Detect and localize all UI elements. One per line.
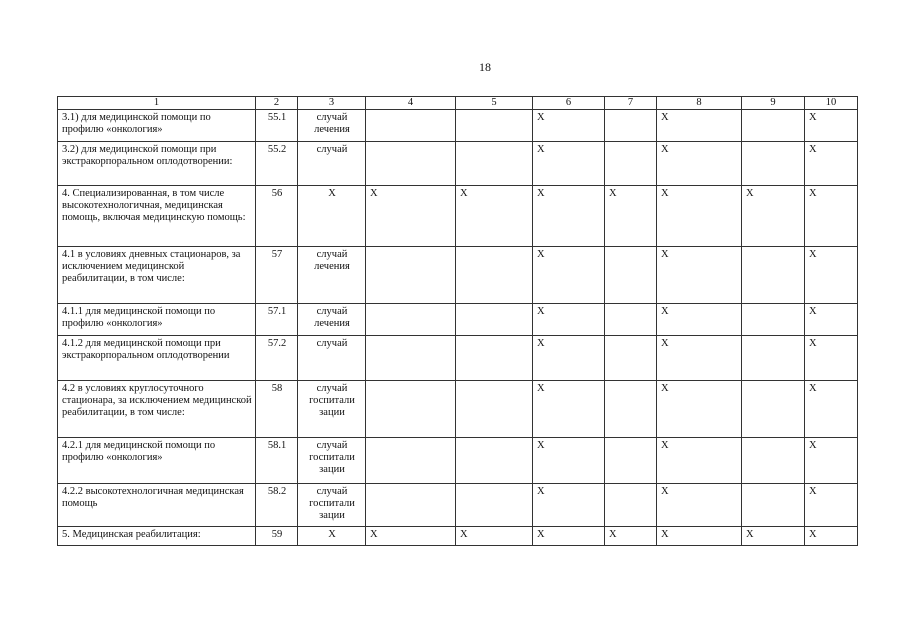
row-unit: случай лечения	[298, 247, 366, 304]
row-code: 57.2	[256, 336, 298, 381]
row-code: 59	[256, 527, 298, 546]
table-row	[58, 336, 858, 381]
cell-col-4	[366, 247, 456, 304]
column-header: 9	[742, 97, 805, 110]
row-unit: X	[298, 186, 366, 247]
cell-col-6: X	[533, 527, 605, 546]
cell-col-4	[366, 304, 456, 336]
row-name: 4.2.1 для медицинской помощи по профилю «онкология»	[58, 438, 256, 484]
cell-col-9	[742, 438, 805, 484]
cell-col-9	[742, 381, 805, 438]
column-header: 10	[805, 97, 858, 110]
cell-col-7	[605, 304, 657, 336]
cell-col-9	[742, 110, 805, 142]
cell-col-7	[605, 247, 657, 304]
row-name: 4.2.2 высокотехнологичная медицинская помощь	[58, 484, 256, 527]
page-number: 18	[479, 60, 491, 74]
column-header: 8	[657, 97, 742, 110]
cell-col-4: X	[366, 527, 456, 546]
cell-col-7: X	[605, 186, 657, 247]
data-table	[57, 96, 858, 546]
cell-col-4	[366, 381, 456, 438]
row-unit: случай лечения	[298, 110, 366, 142]
cell-col-8: X	[657, 186, 742, 247]
table-row	[58, 381, 858, 438]
cell-col-8: X	[657, 247, 742, 304]
cell-col-5: X	[456, 527, 533, 546]
cell-col-4	[366, 110, 456, 142]
row-unit: случай	[298, 336, 366, 381]
cell-col-10: X	[805, 186, 858, 247]
cell-col-5	[456, 142, 533, 186]
row-name: 4.1.1 для медицинской помощи по профилю «онкология»	[58, 304, 256, 336]
row-code: 57.1	[256, 304, 298, 336]
cell-col-5	[456, 381, 533, 438]
cell-col-8: X	[657, 527, 742, 546]
table-row	[58, 110, 858, 142]
row-code: 58.2	[256, 484, 298, 527]
cell-col-9: X	[742, 186, 805, 247]
cell-col-10: X	[805, 142, 858, 186]
cell-col-8: X	[657, 438, 742, 484]
row-unit: случай лечения	[298, 304, 366, 336]
cell-col-10: X	[805, 304, 858, 336]
cell-col-5	[456, 484, 533, 527]
cell-col-8: X	[657, 142, 742, 186]
cell-col-10: X	[805, 110, 858, 142]
cell-col-5	[456, 304, 533, 336]
cell-col-7	[605, 110, 657, 142]
table-row	[58, 484, 858, 527]
row-name: 4.1.2 для медицинской помощи при экстракорпоральном оплодотворении	[58, 336, 256, 381]
cell-col-9	[742, 247, 805, 304]
table-row	[58, 142, 858, 186]
cell-col-5	[456, 336, 533, 381]
table-row	[58, 304, 858, 336]
column-header: 4	[366, 97, 456, 110]
table-header-row	[58, 97, 858, 110]
cell-col-4: X	[366, 186, 456, 247]
table-row	[58, 247, 858, 304]
cell-col-5: X	[456, 186, 533, 247]
row-code: 55.2	[256, 142, 298, 186]
row-name: 4.2 в условиях круглосуточного стационара, за исключением медицинской реабилитации, в том числе:	[58, 381, 256, 438]
row-unit: случай госпитали зации	[298, 438, 366, 484]
cell-col-9: X	[742, 527, 805, 546]
cell-col-7	[605, 142, 657, 186]
column-header: 3	[298, 97, 366, 110]
table-row	[58, 438, 858, 484]
cell-col-9	[742, 142, 805, 186]
row-name: 4.1 в условиях дневных стационаров, за исключением медицинской реабилитации, в том числе:	[58, 247, 256, 304]
cell-col-4	[366, 336, 456, 381]
cell-col-6: X	[533, 142, 605, 186]
cell-col-10: X	[805, 484, 858, 527]
row-unit: случай госпитали зации	[298, 381, 366, 438]
row-name: 3.1) для медицинской помощи по профилю «онкология»	[58, 110, 256, 142]
row-name: 4. Специализированная, в том числе высокотехнологичная, медицинская помощь, включая медицинскую помощь:	[58, 186, 256, 247]
row-unit: случай	[298, 142, 366, 186]
row-name: 5. Медицинская реабилитация:	[58, 527, 256, 546]
row-unit: случай госпитали зации	[298, 484, 366, 527]
cell-col-4	[366, 142, 456, 186]
cell-col-5	[456, 247, 533, 304]
row-code: 58.1	[256, 438, 298, 484]
cell-col-6: X	[533, 438, 605, 484]
cell-col-7	[605, 484, 657, 527]
row-code: 56	[256, 186, 298, 247]
row-code: 58	[256, 381, 298, 438]
row-code: 55.1	[256, 110, 298, 142]
cell-col-4	[366, 438, 456, 484]
cell-col-6: X	[533, 336, 605, 381]
cell-col-8: X	[657, 336, 742, 381]
cell-col-8: X	[657, 304, 742, 336]
column-header: 7	[605, 97, 657, 110]
cell-col-6: X	[533, 186, 605, 247]
table-row	[58, 527, 858, 546]
cell-col-8: X	[657, 381, 742, 438]
cell-col-10: X	[805, 438, 858, 484]
cell-col-6: X	[533, 247, 605, 304]
cell-col-10: X	[805, 381, 858, 438]
cell-col-9	[742, 484, 805, 527]
cell-col-6: X	[533, 110, 605, 142]
cell-col-6: X	[533, 304, 605, 336]
cell-col-5	[456, 438, 533, 484]
cell-col-9	[742, 336, 805, 381]
row-name: 3.2) для медицинской помощи при экстракорпоральном оплодотворении:	[58, 142, 256, 186]
cell-col-7	[605, 438, 657, 484]
cell-col-9	[742, 304, 805, 336]
cell-col-7	[605, 381, 657, 438]
cell-col-6: X	[533, 484, 605, 527]
row-code: 57	[256, 247, 298, 304]
table-row	[58, 186, 858, 247]
column-header: 6	[533, 97, 605, 110]
cell-col-7	[605, 336, 657, 381]
cell-col-10: X	[805, 527, 858, 546]
column-header: 5	[456, 97, 533, 110]
cell-col-4	[366, 484, 456, 527]
row-unit: X	[298, 527, 366, 546]
cell-col-7: X	[605, 527, 657, 546]
column-header: 2	[256, 97, 298, 110]
cell-col-8: X	[657, 110, 742, 142]
cell-col-6: X	[533, 381, 605, 438]
cell-col-8: X	[657, 484, 742, 527]
cell-col-10: X	[805, 247, 858, 304]
column-header: 1	[58, 97, 256, 110]
cell-col-5	[456, 110, 533, 142]
cell-col-10: X	[805, 336, 858, 381]
